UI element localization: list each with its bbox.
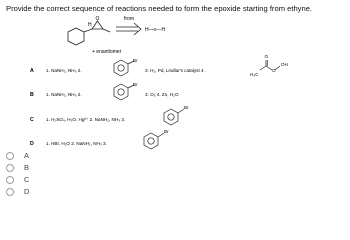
option-a-step2: 3. H₂, Pd, Lindlar's catalyst 4. [145,68,205,73]
choice-c[interactable] [6,174,66,185]
option-c-letter: C [30,117,34,123]
epoxide-o-label: O [95,16,100,22]
peracetic-acid [260,60,280,70]
option-a-br: Br [133,58,138,63]
choice-d-label: D [24,187,30,196]
option-a-reagent-o: O [264,54,269,59]
option-d-br: Br [164,129,169,134]
choice-b-label: B [24,163,30,172]
radio-d[interactable] [6,188,14,196]
enantiomer-label: + enantiomer [92,49,122,55]
option-c-br: Br [184,105,189,110]
option-d-step1: 1. HBr, H₂O 2. NaNH₂, NH₃ 3. [46,141,107,146]
option-b-step2: 3. O₃ 4. Zn, H₂O [145,92,179,97]
question-text: Provide the correct sequence of reactions needed to form the epoxide starting from ethyne. [6,4,313,13]
benzyl-bromide-c [164,109,184,125]
retro-arrow [116,23,141,35]
option-d-letter: D [30,141,34,147]
radio-a[interactable] [6,152,14,160]
benzyl-bromide-a [114,60,134,76]
choice-a[interactable] [6,150,66,161]
option-b-br: Br [133,82,138,87]
choice-a-label: A [24,151,30,160]
ethyne-label: H—≡—H [145,27,166,33]
benzyl-bromide-b [114,84,134,100]
option-c-step1: 1. H₂SO₄, H₂O, Hg²⁺ 2. NaNH₂, NH₃ 3. [46,117,126,122]
option-a-reagent-o2: O [272,68,276,73]
option-a-letter: A [30,68,34,74]
benzyl-bromide-d [144,133,164,149]
option-a-reagent-h3c: H₃C [250,72,259,77]
option-a-reagent-oh: OH [281,62,288,67]
radio-b[interactable] [6,164,14,172]
option-b-step1: 1. NaNH₂, NH₃ 2. [46,92,82,97]
radio-c[interactable] [6,176,14,184]
option-a-step1: 1. NaNH₂, NH₃ 2. [46,68,82,73]
epoxide-h-label: H [88,22,92,28]
option-b-letter: B [30,92,34,98]
choice-d[interactable] [6,186,66,197]
choice-b[interactable] [6,162,66,173]
from-label: from [124,16,134,22]
choice-c-label: C [24,175,30,184]
